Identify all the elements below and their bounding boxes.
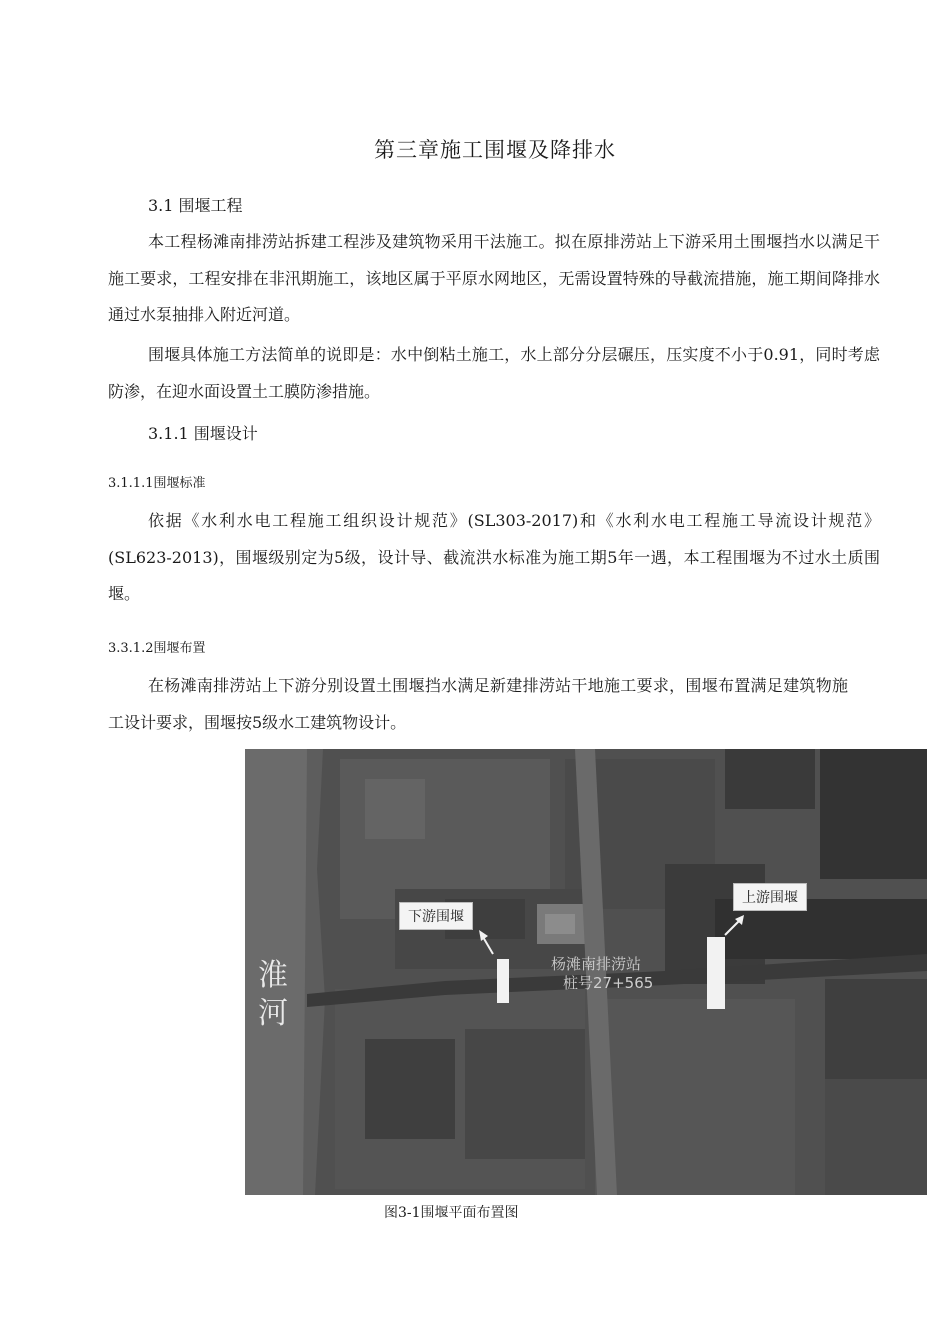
paragraph-1: 本工程杨滩南排涝站拆建工程涉及建筑物采用干法施工。拟在原排涝站上下游采用土围堰挡水以满足干施工要求，工程安排在非汛期施工，该地区属于平原水网地区，无需设置特殊的导截流措施，施工期间降排水通过水泵抽排入附近河道。 (108, 232, 880, 324)
station-name: 杨滩南排涝站 (551, 955, 642, 973)
river-label-line-1: 淮 (258, 958, 288, 993)
paragraph-4: 在杨滩南排涝站上下游分别设置土围堰挡水满足新建排涝站干地施工要求，围堰布置满足建筑物施工设计要求，围堰按5级水工建筑物设计。 (108, 676, 848, 732)
upstream-cofferdam-label: 上游围堰 (733, 883, 807, 911)
pumping-station-label (551, 955, 653, 993)
cofferdam-layout-aerial-image (245, 749, 927, 1195)
paragraph-3: 依据《水利水电工程施工组织设计规范》(SL303-2017)和《水利水电工程施工导流设计规范》(SL623-2013)，围堰级别定为5级，设计导、截流洪水标准为施工期5年一遇，本工程围堰为不过水土质围堰。 (108, 511, 880, 603)
station-pile-number: 桩号27+565 (563, 974, 654, 992)
downstream-cofferdam-label: 下游围堰 (399, 902, 473, 930)
section-heading-3-1-1: 3.1.1 围堰设计 (148, 424, 258, 443)
paragraph-2: 围堰具体施工方法简单的说即是：水中倒粘土施工，水上部分分层碾压，压实度不小于0.91，同时考虑防渗，在迎水面设置土工膜防渗措施。 (108, 345, 880, 401)
section-heading-3-3-1-2: 3.3.1.2围堰布置 (108, 641, 206, 656)
chapter-title: 第三章施工围堰及降排水 (374, 138, 616, 162)
figure-caption: 图3-1围堰平面布置图 (384, 1205, 519, 1221)
section-heading-3-1: 3.1 围堰工程 (148, 196, 243, 215)
huai-river-label (253, 957, 293, 1033)
river-label-line-2: 河 (258, 996, 288, 1031)
section-heading-3-1-1-1: 3.1.1.1围堰标准 (108, 476, 206, 491)
